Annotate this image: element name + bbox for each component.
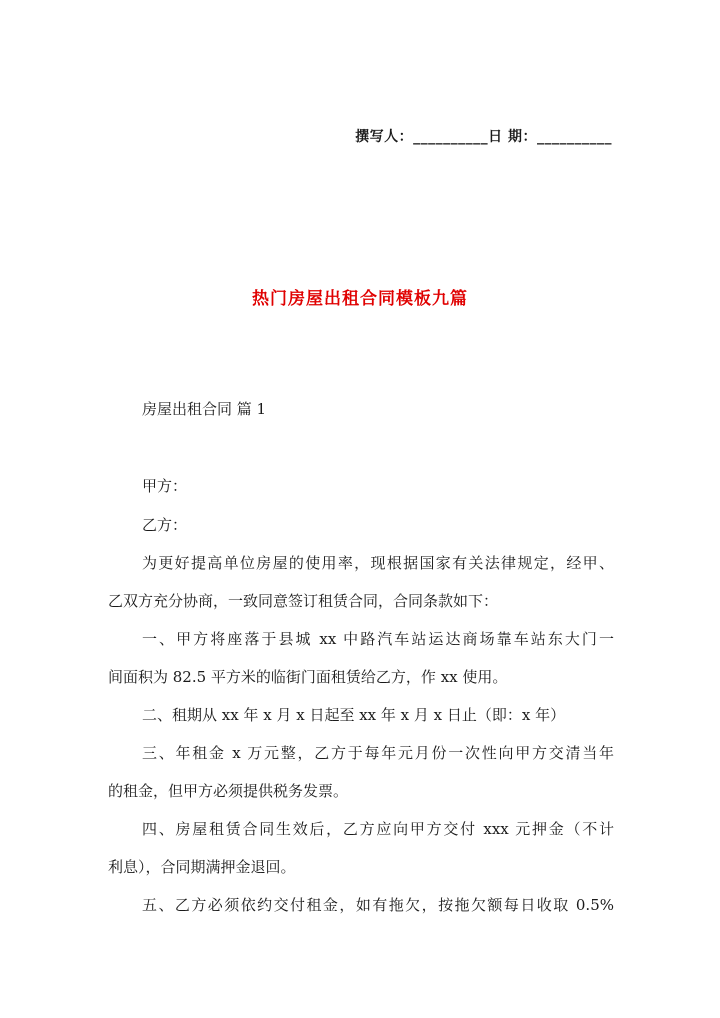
author-date-line: 撰写人：__________日 期：__________ [355, 129, 612, 145]
paragraph-line: 的租金，但甲方必须提供税务发票。 [108, 782, 349, 800]
paragraph-line: 一、甲方将座落于县城 xx 中路汽车站运达商场靠车站东大门一 [142, 630, 614, 648]
paragraph-line: 为更好提高单位房屋的使用率，现根据国家有关法律规定，经甲、 [142, 554, 614, 572]
party-a-label: 甲方： [142, 477, 188, 495]
party-b-label: 乙方： [142, 516, 188, 534]
document-title: 热门房屋出租合同模板九篇 [252, 289, 468, 309]
paragraph-line: 乙双方充分协商，一致同意签订租赁合同，合同条款如下： [108, 592, 499, 610]
paragraph-line: 三、年租金 x 万元整，乙方于每年元月份一次性向甲方交清当年 [142, 744, 614, 762]
paragraph-line: 利息），合同期满押金退回。 [108, 858, 296, 876]
paragraph-line: 五、乙方必须依约交付租金，如有拖欠，按拖欠额每日收取 0.5% [142, 896, 614, 914]
paragraph-line: 四、房屋租赁合同生效后，乙方应向甲方交付 xxx 元押金（不计 [142, 820, 614, 838]
paragraph-line: 间面积为 82.5 平方米的临街门面租赁给乙方，作 xx 使用。 [108, 668, 508, 686]
paragraph-line: 二、租期从 xx 年 x 月 x 日起至 xx 年 x 月 x 日止（即：x 年） [142, 706, 566, 724]
section-heading: 房屋出租合同 篇 1 [142, 400, 267, 418]
